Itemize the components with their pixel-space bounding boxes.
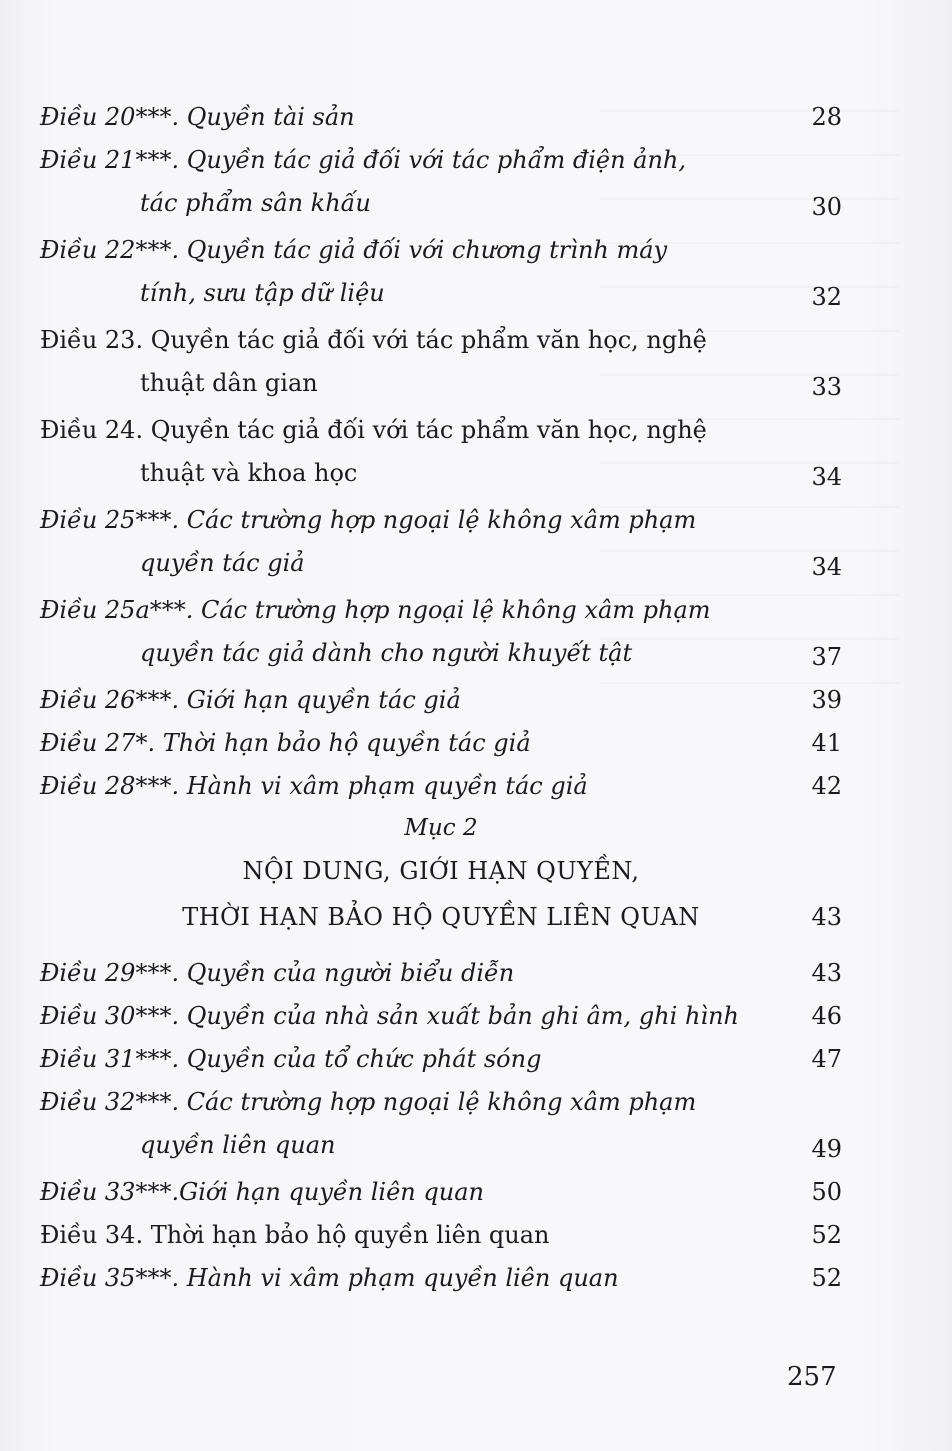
toc-entry-dieu-34 (40, 1214, 842, 1257)
toc-entry-page: 47 (811, 1045, 842, 1073)
toc-entry-page: 28 (811, 103, 842, 131)
toc-entry-dieu-31 (40, 1038, 842, 1081)
toc-entry-dieu-33 (40, 1171, 842, 1214)
toc-entry-title: Điều 23. Quyền tác giả đối với tác phẩm văn học, nghệ (40, 326, 707, 354)
toc-entry-dieu-24 (40, 409, 842, 499)
toc-entry-title-cont: thuật dân gian (140, 369, 318, 397)
toc-entry-page: 46 (811, 1002, 842, 1030)
toc-entry-title: Điều 24. Quyền tác giả đối với tác phẩm văn học, nghệ (40, 416, 707, 444)
toc-entry-page: 50 (811, 1178, 842, 1206)
toc-entry-page: 42 (811, 772, 842, 800)
toc-entry-dieu-28 (40, 765, 842, 808)
toc-entry-dieu-20 (40, 96, 842, 139)
toc-entry-dieu-23 (40, 319, 842, 409)
toc-entry-title: Điều 30***. Quyền của nhà sản xuất bản ghi âm, ghi hình (40, 1002, 739, 1030)
spacer (40, 940, 842, 952)
toc-entry-dieu-21 (40, 139, 842, 229)
toc-entry-dieu-26 (40, 679, 842, 722)
toc-entry-title: Điều 29***. Quyền của người biểu diễn (40, 959, 515, 987)
toc-entry-title: Điều 34. Thời hạn bảo hộ quyền liên quan (40, 1221, 550, 1249)
toc-entry-page: 33 (811, 373, 842, 401)
toc-entry-title-cont: thuật và khoa học (140, 459, 358, 487)
toc-entry-title: Điều 25***. Các trường hợp ngoại lệ không xâm phạm (40, 506, 697, 534)
toc-entry-title: Điều 32***. Các trường hợp ngoại lệ không xâm phạm (40, 1088, 697, 1116)
toc-entry-page: 34 (811, 553, 842, 581)
toc-entry-title: Điều 27*. Thời hạn bảo hộ quyền tác giả (40, 729, 531, 757)
toc-entry-title-cont: tính, sưu tập dữ liệu (140, 279, 385, 307)
toc-entry-dieu-22 (40, 229, 842, 319)
section-heading-line-2: THỜI HẠN BẢO HỘ QUYỀN LIÊN QUAN (182, 903, 700, 931)
toc-entry-dieu-25a (40, 589, 842, 679)
toc-entry-title: Điều 20***. Quyền tài sản (40, 103, 355, 131)
toc-entry-dieu-30 (40, 995, 842, 1038)
toc-entry-page: 43 (811, 959, 842, 987)
toc-entry-title-cont: tác phẩm sân khấu (140, 189, 371, 217)
toc-entry-page: 37 (811, 643, 842, 671)
toc-entry-page: 30 (811, 193, 842, 221)
toc-entry-page: 34 (811, 463, 842, 491)
toc-entry-dieu-25 (40, 499, 842, 589)
toc-entry-page: 52 (811, 1221, 842, 1249)
page-number: 257 (787, 1362, 837, 1392)
toc-entry-page: 49 (811, 1135, 842, 1163)
section-subtitle: Mục 2 (404, 815, 478, 841)
toc-entry-title: Điều 22***. Quyền tác giả đối với chương trình máy (40, 236, 668, 264)
toc-entry-page: 39 (811, 686, 842, 714)
table-of-contents (40, 96, 842, 1300)
section-heading-line-1: NỘI DUNG, GIỚI HẠN QUYỀN, (242, 857, 640, 885)
toc-entry-title: Điều 35***. Hành vi xâm phạm quyền liên quan (40, 1264, 619, 1292)
toc-entry-title: Điều 21***. Quyền tác giả đối với tác phẩm điện ảnh, (40, 146, 687, 174)
toc-entry-title-cont: quyền liên quan (140, 1131, 336, 1159)
toc-entry-title: Điều 31***. Quyền của tổ chức phát sóng (40, 1045, 542, 1073)
toc-entry-dieu-35 (40, 1257, 842, 1300)
toc-entry-dieu-27 (40, 722, 842, 765)
toc-entry-title: Điều 28***. Hành vi xâm phạm quyền tác giả (40, 772, 588, 800)
toc-entry-title-cont: quyền tác giả (140, 549, 305, 577)
toc-entry-page: 32 (811, 283, 842, 311)
toc-entry-page: 41 (811, 729, 842, 757)
toc-entry-dieu-29 (40, 952, 842, 995)
toc-entry-title: Điều 33***.Giới hạn quyền liên quan (40, 1178, 484, 1206)
toc-entry-dieu-32 (40, 1081, 842, 1171)
toc-entry-title: Điều 25a***. Các trường hợp ngoại lệ không xâm phạm (40, 596, 711, 624)
section-page: 43 (811, 903, 842, 931)
toc-entry-page: 52 (811, 1264, 842, 1292)
toc-entry-title: Điều 26***. Giới hạn quyền tác giả (40, 686, 461, 714)
toc-entry-title-cont: quyền tác giả dành cho người khuyết tật (140, 639, 633, 667)
section-heading (40, 808, 842, 940)
